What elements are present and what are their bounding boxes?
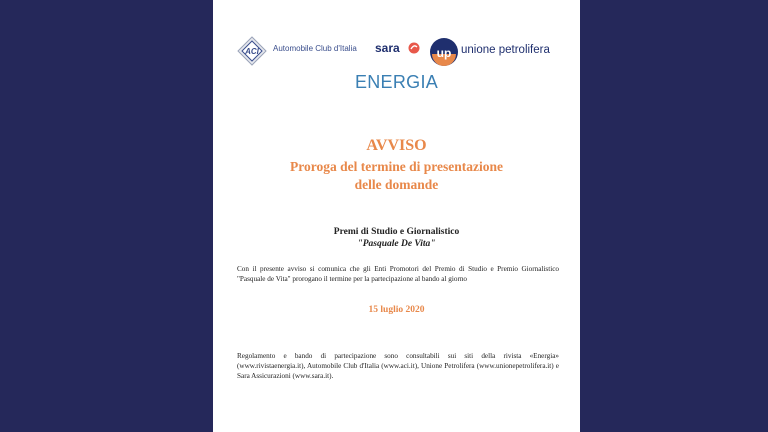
up-logo-icon: [429, 37, 459, 67]
aci-logo-icon: [237, 36, 267, 66]
aci-name: Automobile Club d'Italia: [273, 44, 357, 53]
sara-mark-icon: [408, 42, 420, 54]
notice-footer: Regolamento e bando di partecipazione sono consultabili sui siti della rivista «Energia» (www.rivistaenergia.it), Automobile Club d'Italia (www.aci.it), Unione Petrolifera (www.unionepetrolifera.it) e Sara Assicurazioni (www.sara.it).: [237, 352, 559, 380]
svg-text:ACI: ACI: [245, 47, 259, 56]
notice-body: Con il presente avviso si comunica che gli Enti Promotori del Premio di Studio e Premio Giornalistico "Pasquale de Vita" prorogano il termine per la partecipazione al bando al giorno: [237, 265, 559, 283]
up-name: unione petrolifera: [461, 44, 550, 56]
award-line-2: "Pasquale De Vita": [357, 239, 436, 249]
award-title: [213, 226, 580, 250]
document-page: [213, 0, 580, 432]
notice-subtitle: [213, 158, 580, 194]
subtitle-line-2: delle domande: [354, 177, 439, 192]
subtitle-line-1: Proroga del termine di presentazione: [290, 159, 503, 174]
energia-logo-text: ENERGIA: [354, 72, 439, 92]
award-line-1: Premi di Studio e Giornalistico: [333, 227, 460, 237]
notice-heading: AVVISO: [366, 137, 427, 154]
sara-name: sara: [375, 41, 400, 55]
svg-text:up: up: [436, 46, 452, 60]
sponsor-logos: [213, 36, 580, 74]
new-deadline-date: 15 luglio 2020: [368, 305, 425, 315]
